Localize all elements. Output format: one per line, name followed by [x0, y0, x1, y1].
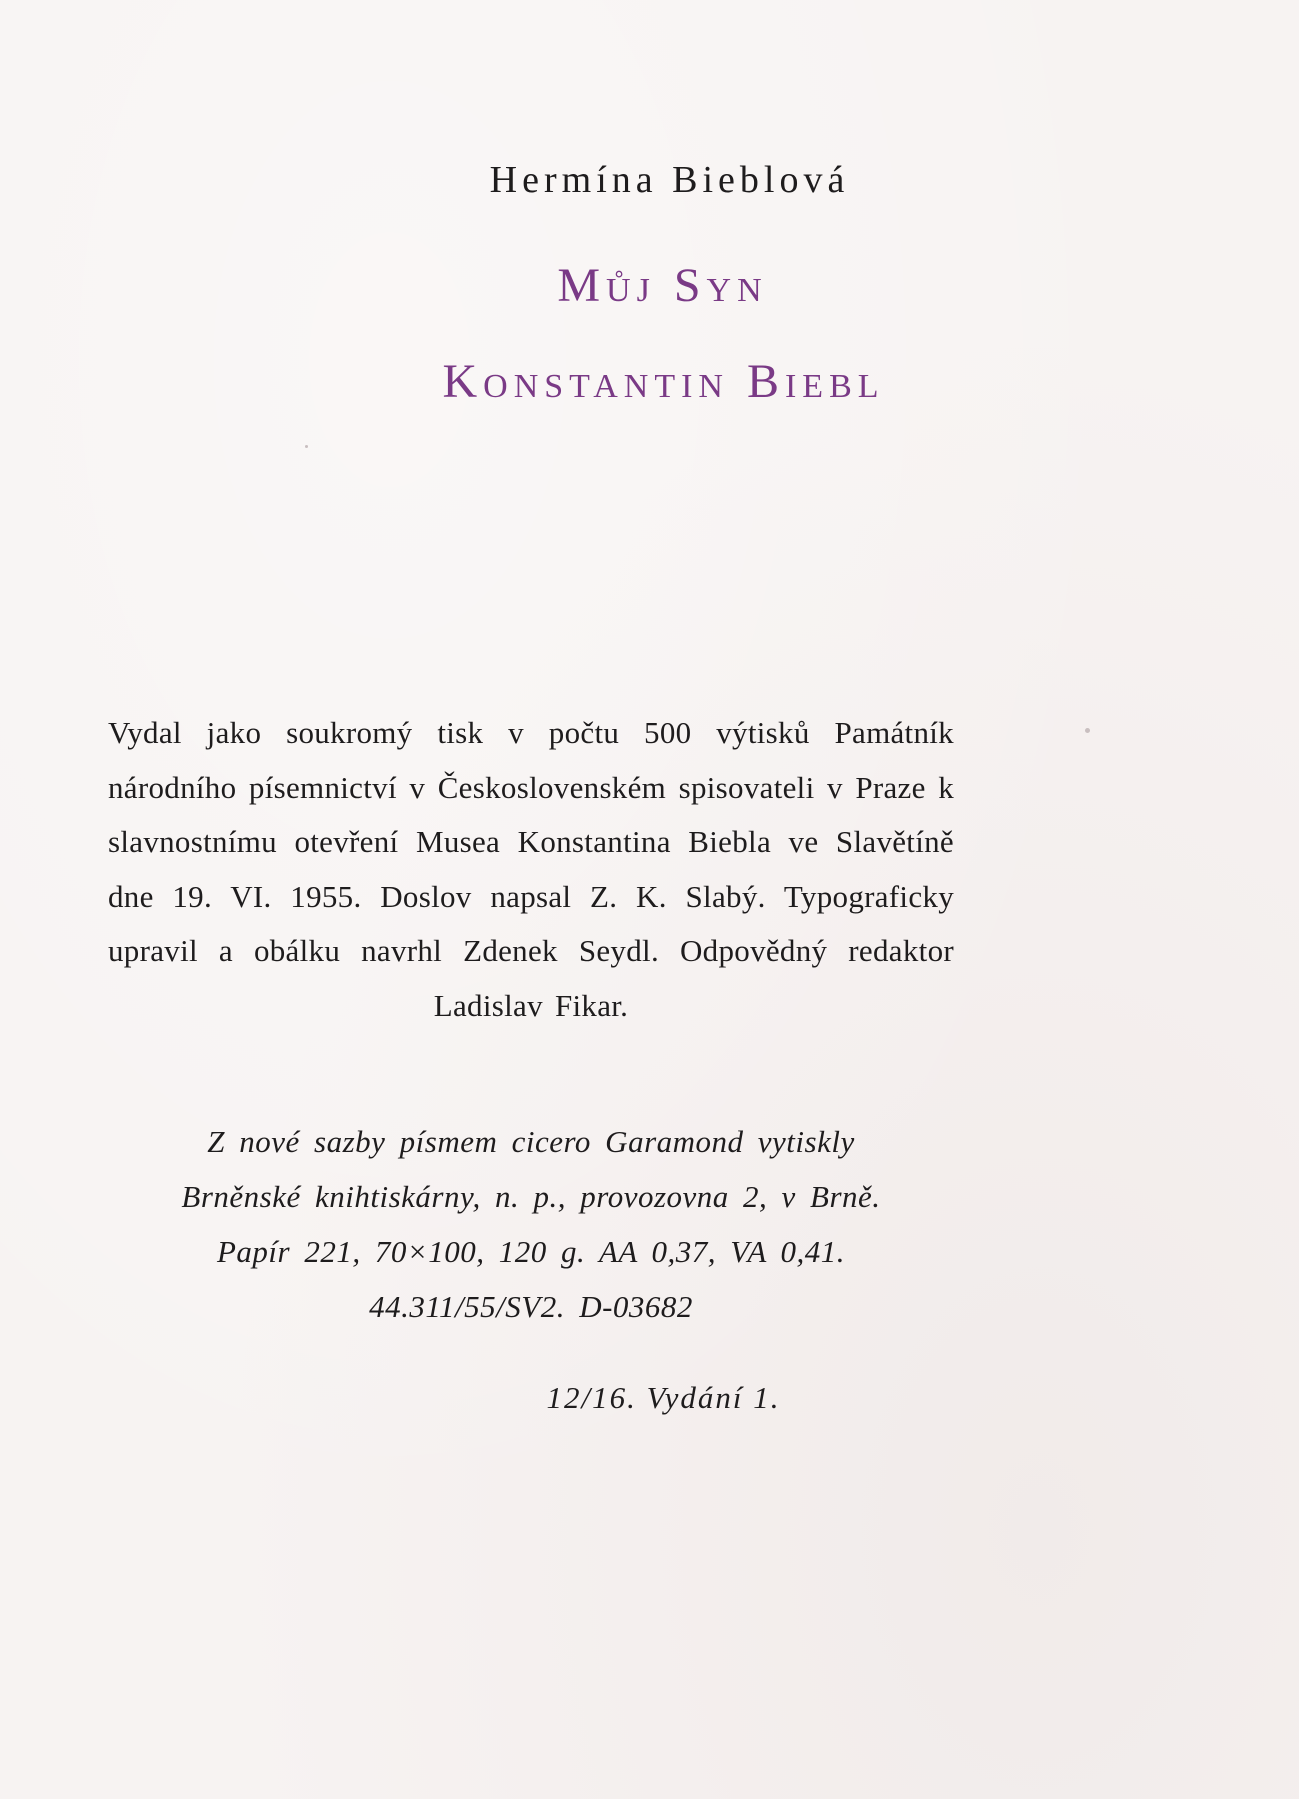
book-title-line-1 [0, 258, 1299, 313]
printer-line-3: Papír 221, 70×100, 120 g. AA 0,37, VA 0,41. [216, 1234, 846, 1269]
paper-speck [305, 445, 308, 448]
edition-text: 12/16. Vydání 1. [546, 1380, 781, 1415]
printer-line-2: Brněnské knihtiskárny, n. p., provozovna 2, v Brně. [181, 1179, 881, 1214]
title-line-1-text: Můj Syn [557, 259, 768, 312]
title-line-2-text: Konstantin Biebl [442, 355, 885, 408]
edition-note [0, 1380, 1299, 1416]
author-text: Hermína Bieblová [489, 159, 850, 201]
book-title-line-2 [0, 354, 1299, 409]
printer-line-1: Z nové sazby písmem cicero Garamond vytiskly [207, 1124, 855, 1159]
printer-line-4: 44.311/55/SV2. D-03682 [369, 1289, 693, 1324]
printer-colophon [108, 1114, 954, 1334]
author-name [0, 158, 1299, 202]
paper-speck [1085, 728, 1090, 733]
imprint-paragraph: Vydal jako soukromý tisk v počtu 500 výtisků Památník národního písemnictví v Československém spisovateli v Praze k slavnostnímu otevření Musea Konstantina Biebla ve Slavětíně dne 19. VI. 1955. Doslov napsal Z. K. Slabý. Typograficky upravil a obálku navrhl Zdenek Seydl. Odpovědný redaktor Ladislav Fikar. [108, 715, 954, 1023]
